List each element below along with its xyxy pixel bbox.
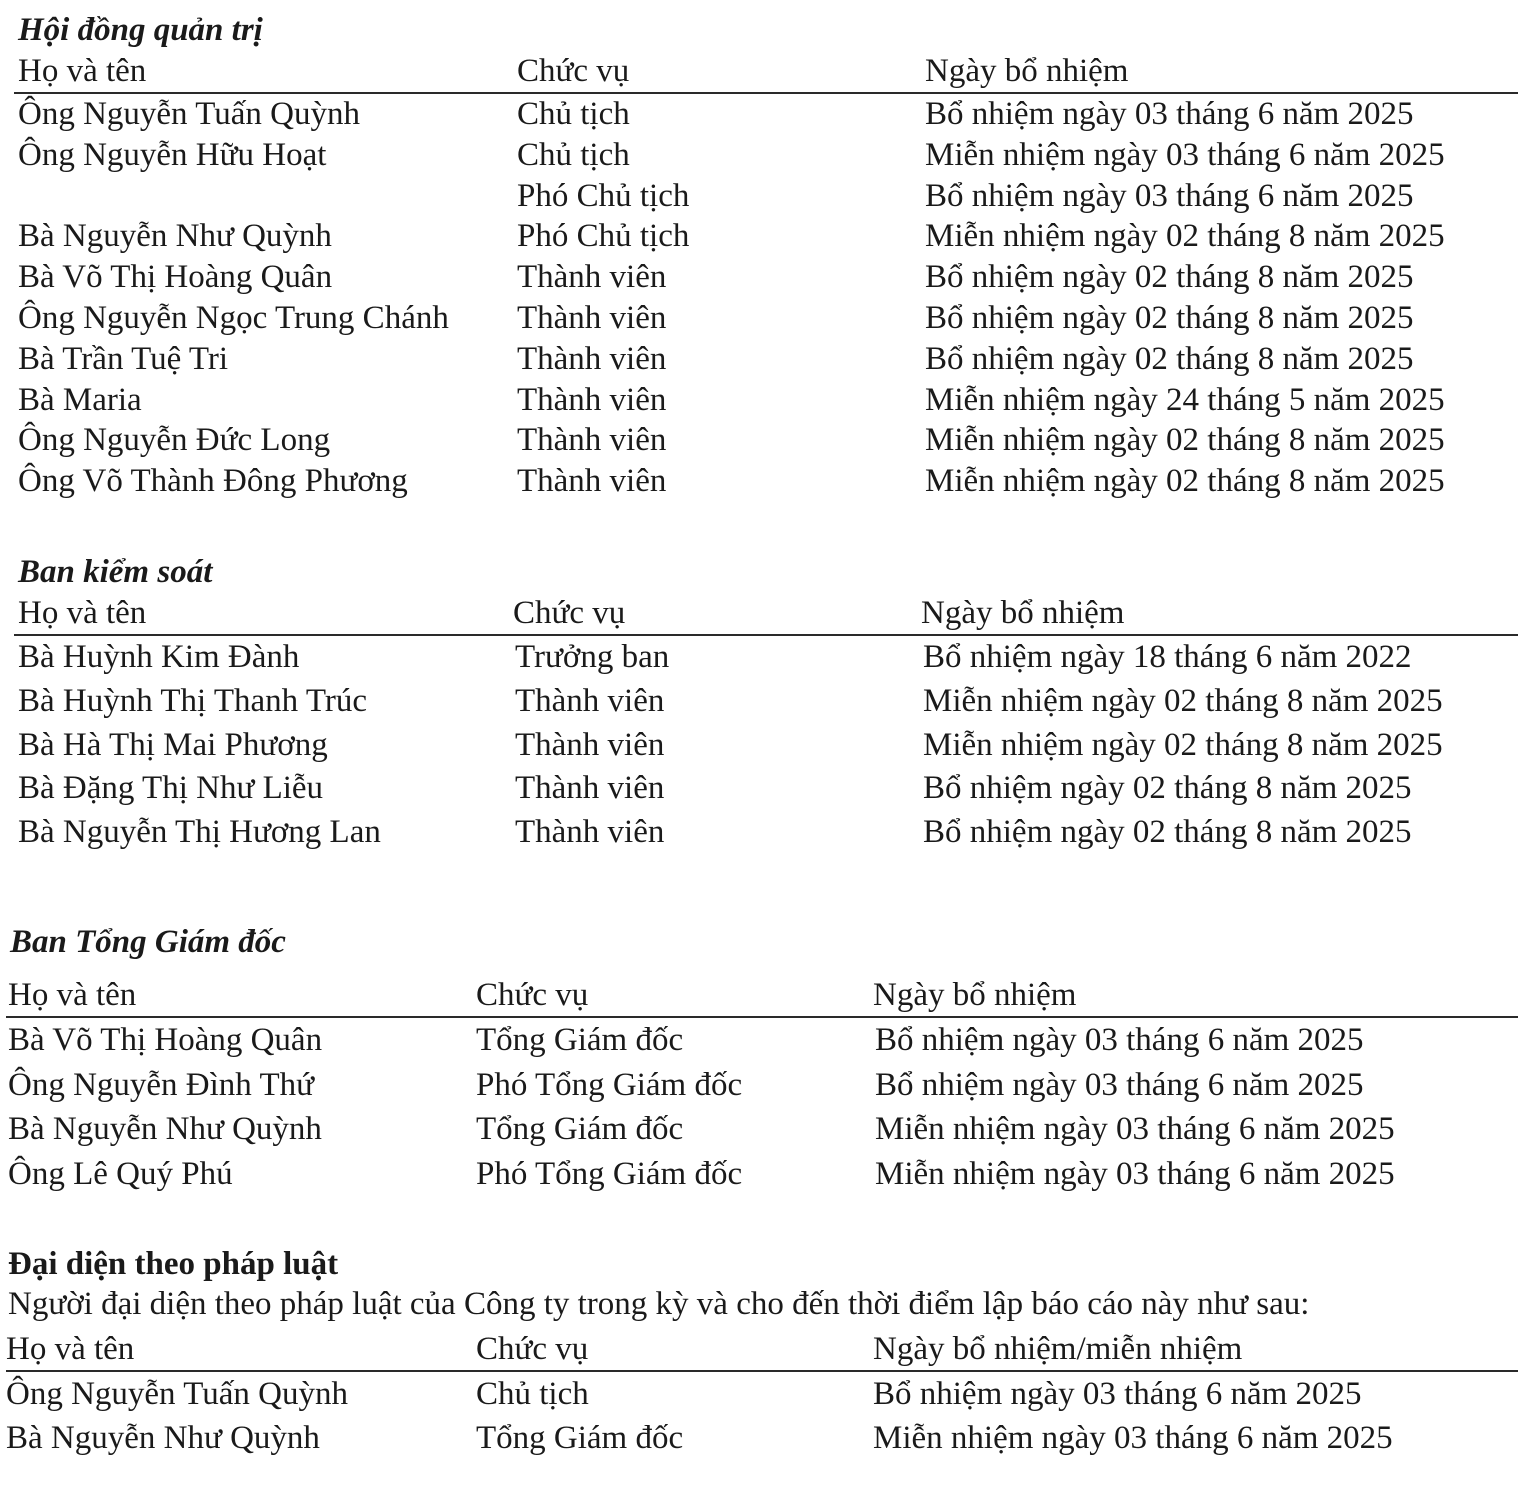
name-cell: Bà Đặng Thị Như Liễu <box>18 770 324 807</box>
table-row <box>0 1152 1518 1197</box>
date-cell: Miễn nhiệm ngày 03 tháng 6 năm 2025 <box>875 1111 1395 1147</box>
legal-rep-rows <box>0 1372 1518 1460</box>
name-cell: Ông Nguyễn Tuấn Quỳnh <box>6 1376 348 1412</box>
position-cell: Thành viên <box>517 463 667 500</box>
position-cell: Thành viên <box>515 770 665 807</box>
table-row <box>0 420 1518 461</box>
position-cell: Thành viên <box>517 259 667 296</box>
date-cell: Bổ nhiệm ngày 02 tháng 8 năm 2025 <box>925 340 1414 377</box>
name-cell: Bà Võ Thị Hoàng Quân <box>8 1022 323 1058</box>
date-cell: Miễn nhiệm ngày 02 tháng 8 năm 2025 <box>925 422 1445 459</box>
table-row <box>0 636 1518 680</box>
date-cell: Bổ nhiệm ngày 03 tháng 6 năm 2025 <box>873 1376 1362 1412</box>
header-position: Chức vụ <box>517 53 630 89</box>
date-cell: Miễn nhiệm ngày 02 tháng 8 năm 2025 <box>925 463 1445 500</box>
date-cell: Bổ nhiệm ngày 02 tháng 8 năm 2025 <box>923 814 1412 851</box>
position-cell: Thành viên <box>515 682 665 719</box>
name-cell: Ông Nguyễn Đình Thứ <box>8 1066 315 1103</box>
table-row <box>0 1018 1518 1063</box>
position-cell: Phó Chủ tịch <box>517 218 690 255</box>
header-position: Chức vụ <box>513 595 626 631</box>
date-cell: Bổ nhiệm ngày 03 tháng 6 năm 2025 <box>925 96 1414 132</box>
name-cell: Bà Võ Thị Hoàng Quân <box>18 259 333 296</box>
date-cell: Bổ nhiệm ngày 02 tháng 8 năm 2025 <box>923 770 1412 807</box>
header-name: Họ và tên <box>6 1331 135 1367</box>
board-header-row <box>14 50 1518 94</box>
management-header-row <box>6 974 1518 1018</box>
position-cell: Phó Chủ tịch <box>517 177 690 214</box>
name-cell: Bà Huỳnh Kim Đành <box>18 639 300 675</box>
position-cell: Thành viên <box>517 340 667 377</box>
supervisory-rows <box>0 636 1518 855</box>
table-row <box>0 680 1518 724</box>
legal-rep-intro: Người đại diện theo pháp luật của Công ty trong kỳ và cho đến thời điểm lập báo cáo này như sau: <box>8 1286 1310 1322</box>
table-row <box>0 94 1518 135</box>
table-row <box>0 1107 1518 1152</box>
position-cell: Thành viên <box>515 726 665 763</box>
supervisory-section <box>0 552 1518 855</box>
name-cell: Ông Lê Quý Phú <box>8 1155 233 1192</box>
position-cell: Tổng Giám đốc <box>476 1022 684 1058</box>
board-rows <box>0 94 1518 502</box>
legal-rep-title: Đại diện theo pháp luật <box>8 1246 339 1282</box>
date-cell: Miễn nhiệm ngày 24 tháng 5 năm 2025 <box>925 381 1445 418</box>
date-cell: Bổ nhiệm ngày 03 tháng 6 năm 2025 <box>875 1066 1364 1103</box>
header-name: Họ và tên <box>18 595 147 631</box>
name-cell: Ông Nguyễn Ngọc Trung Chánh <box>18 299 449 336</box>
date-cell: Miễn nhiệm ngày 03 tháng 6 năm 2025 <box>925 136 1445 173</box>
header-date: Ngày bổ nhiệm/miễn nhiệm <box>873 1331 1243 1367</box>
name-cell: Bà Maria <box>18 381 142 418</box>
position-cell: Phó Tổng Giám đốc <box>476 1066 743 1103</box>
legal-rep-header-row <box>6 1328 1518 1372</box>
header-position: Chức vụ <box>476 1331 589 1367</box>
name-cell: Ông Nguyễn Đức Long <box>18 422 331 459</box>
date-cell: Bổ nhiệm ngày 03 tháng 6 năm 2025 <box>925 177 1414 214</box>
board-title: Hội đồng quản trị <box>18 12 263 48</box>
management-rows <box>0 1018 1518 1196</box>
management-title: Ban Tổng Giám đốc <box>10 924 286 960</box>
table-row <box>0 1416 1518 1460</box>
name-cell: Bà Trần Tuệ Tri <box>18 340 229 377</box>
legal-rep-section <box>0 1244 1518 1460</box>
table-row <box>0 135 1518 176</box>
board-section <box>0 10 1518 502</box>
table-row <box>0 811 1518 855</box>
table-row <box>0 380 1518 421</box>
table-row <box>0 298 1518 339</box>
header-name: Họ và tên <box>18 53 147 89</box>
name-cell: Ông Nguyễn Hữu Hoạt <box>18 136 327 173</box>
date-cell: Miễn nhiệm ngày 03 tháng 6 năm 2025 <box>873 1420 1393 1456</box>
table-row <box>0 461 1518 502</box>
header-position: Chức vụ <box>476 977 589 1013</box>
management-section <box>0 922 1518 1196</box>
date-cell: Miễn nhiệm ngày 03 tháng 6 năm 2025 <box>875 1155 1395 1192</box>
header-name: Họ và tên <box>8 977 137 1013</box>
name-cell: Bà Nguyễn Như Quỳnh <box>18 218 332 255</box>
position-cell: Thành viên <box>515 814 665 851</box>
header-date: Ngày bổ nhiệm <box>921 595 1125 631</box>
table-row <box>0 176 1518 217</box>
table-row <box>0 1063 1518 1108</box>
name-cell: Ông Võ Thành Đông Phương <box>18 463 408 500</box>
position-cell: Thành viên <box>517 381 667 418</box>
name-cell: Bà Hà Thị Mai Phương <box>18 726 328 763</box>
table-row <box>0 216 1518 257</box>
table-row <box>0 339 1518 380</box>
date-cell: Bổ nhiệm ngày 02 tháng 8 năm 2025 <box>925 299 1414 336</box>
name-cell: Bà Nguyễn Như Quỳnh <box>6 1420 320 1456</box>
header-date: Ngày bổ nhiệm <box>925 53 1129 89</box>
position-cell: Thành viên <box>517 299 667 336</box>
name-cell: Bà Nguyễn Thị Hương Lan <box>18 814 381 851</box>
name-cell: Ông Nguyễn Tuấn Quỳnh <box>18 96 360 132</box>
date-cell: Miễn nhiệm ngày 02 tháng 8 năm 2025 <box>923 726 1443 763</box>
table-row <box>0 257 1518 298</box>
date-cell: Miễn nhiệm ngày 02 tháng 8 năm 2025 <box>925 218 1445 255</box>
name-cell: Bà Huỳnh Thị Thanh Trúc <box>18 682 367 719</box>
position-cell: Chủ tịch <box>517 96 630 132</box>
header-date: Ngày bổ nhiệm <box>873 977 1077 1013</box>
table-row <box>0 767 1518 811</box>
date-cell: Bổ nhiệm ngày 18 tháng 6 năm 2022 <box>923 639 1412 675</box>
position-cell: Phó Tổng Giám đốc <box>476 1155 743 1192</box>
position-cell: Thành viên <box>517 422 667 459</box>
position-cell: Chủ tịch <box>476 1376 589 1412</box>
date-cell: Miễn nhiệm ngày 02 tháng 8 năm 2025 <box>923 682 1443 719</box>
position-cell: Trưởng ban <box>515 639 670 675</box>
position-cell: Chủ tịch <box>517 136 630 173</box>
table-row <box>0 724 1518 768</box>
position-cell: Tổng Giám đốc <box>476 1420 684 1456</box>
date-cell: Bổ nhiệm ngày 03 tháng 6 năm 2025 <box>875 1022 1364 1058</box>
supervisory-header-row <box>14 592 1518 636</box>
name-cell: Bà Nguyễn Như Quỳnh <box>8 1111 322 1147</box>
position-cell: Tổng Giám đốc <box>476 1111 684 1147</box>
table-row <box>0 1372 1518 1416</box>
supervisory-title: Ban kiểm soát <box>18 554 213 590</box>
date-cell: Bổ nhiệm ngày 02 tháng 8 năm 2025 <box>925 259 1414 296</box>
